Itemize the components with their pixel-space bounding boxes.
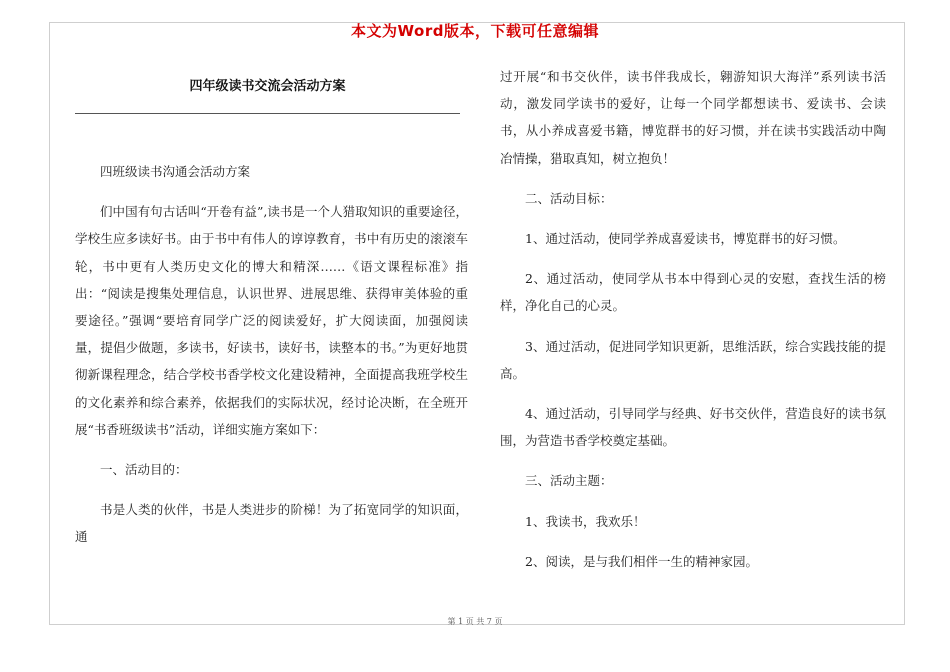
paragraph-subtitle: 四班级读书沟通会活动方案 (100, 164, 251, 179)
left-column (75, 158, 468, 564)
page-number-footer: 第 1 页 共 7 页 (447, 617, 503, 626)
goal-item-2: 2、通过活动，使同学从书本中得到心灵的安慰，查找生活的榜样，净化自己的心灵。 (500, 271, 886, 314)
goal-item-3: 3、通过活动，促进同学知识更新，思维活跃，综合实践技能的提高。 (500, 338, 886, 381)
download-banner: 本文为Word版本，下载可任意编辑 (351, 22, 599, 40)
theme-item-1: 1、我读书，我欢乐！ (525, 513, 646, 529)
paragraph-purpose-continued: 过开展“和书交伙伴，读书伴我成长，翱游知识大海洋”系列读书活动，激发同学读书的爱好，让每一个同学都想读书、爱读书、会读书，从小养成喜爱书籍，博览群书的好习惯，并在读书实践活动中陶冶情操，猎取真知，树立抱负！ (500, 69, 886, 166)
goal-item-1: 1、通过活动，使同学养成喜爱读书，博览群书的好习惯。 (525, 231, 846, 247)
heading-themes: 三、活动主题： (525, 473, 613, 489)
heading-goals: 二、活动目标： (525, 190, 613, 206)
goal-item-4: 4、通过活动，引导同学与经典、好书交伙伴，营造良好的读书氛围，为营造书香学校奠定基础。 (500, 406, 886, 449)
document-title: 四年级读书交流会活动方案 (189, 79, 346, 94)
title-underline (75, 113, 460, 114)
heading-purpose: 一、活动目的： (100, 462, 188, 478)
theme-item-2: 2、阅读，是与我们相伴一生的精神家园。 (525, 553, 758, 569)
paragraph-intro: 们中国有句古话叫“开卷有益”,读书是一个人猎取知识的重要途径，学校生应多读好书。由于书中有伟人的谆谆教育，书中有历史的滚滚车轮，书中更有人类历史文化的博大和精深……《语文课程标准》指出：“阅读是搜集处理信息，认识世界、进展思维、获得审美体验的重要途径。”强调“要培育同学广泛的阅读爱好，扩大阅读面，加强阅读量，提倡少做题，多读书，好读书，读好书，读整本的书。”为更好地贯彻新课程理念，结合学校书香学校文化建设精神，全面提高我班学校生的文化素养和综合素养，依据我们的实际状况，经讨论决断，在全班开展“书香班级读书”活动，详细实施方案如下： (75, 204, 468, 437)
paragraph-purpose-start: 书是人类的伙伴，书是人类进步的阶梯！为了拓宽同学的知识面，通 (75, 502, 468, 545)
right-column (500, 63, 886, 588)
